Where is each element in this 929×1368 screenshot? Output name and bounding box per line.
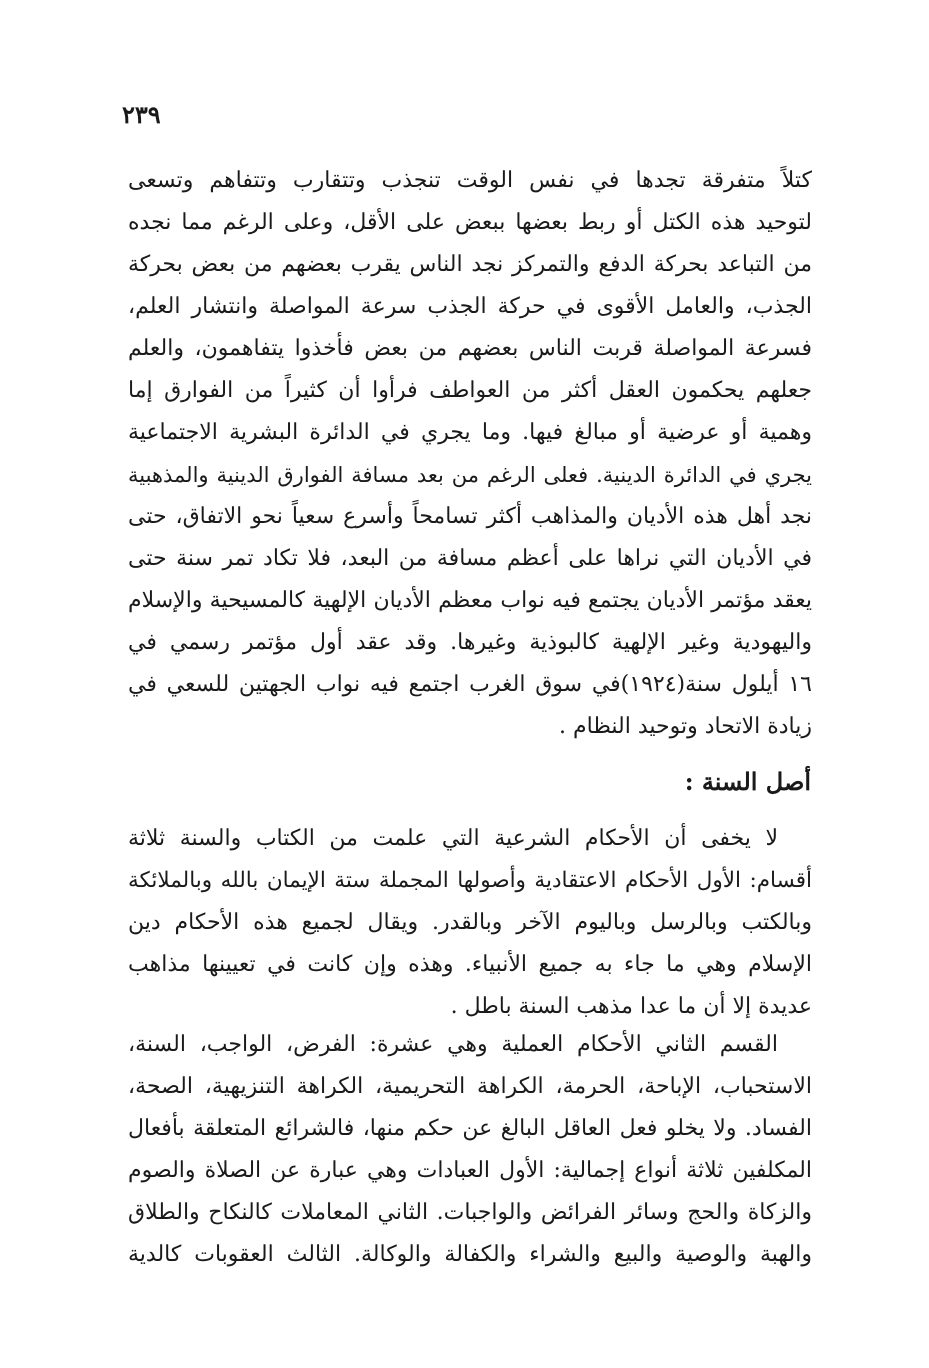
text-line: والهبة والوصية والبيع والشراء والكفالة والوكالة. الثالث العقوبات كالدية [128, 1242, 812, 1267]
text-line: نجد أهل هذه الأديان والمذاهب أكثر تسامحاً وأسرع سعياً نحو الاتفاق، حتى [128, 504, 812, 529]
text-line: ١٦ أيلول سنة(١٩٢٤)في سوق الغرب اجتمع فيه نواب الجهتين للسعي في [128, 672, 812, 697]
text-line: من التباعد بحركة الدفع والتمركز نجد الناس يقرب بعضهم من بعض بحركة [128, 252, 812, 277]
text-line: أقسام: الأول الأحكام الاعتقادية وأصولها المجملة ستة الإيمان بالله وبالملائكة [128, 868, 812, 893]
text-line: الجذب، والعامل الأقوى في حركة الجذب سرعة المواصلة وانتشار العلم، [128, 294, 812, 319]
text-line: المكلفين ثلاثة أنواع إجمالية: الأول العبادات وهي عبارة عن الصلاة والصوم [128, 1158, 812, 1183]
text-line: الفساد. ولا يخلو فعل العاقل البالغ عن حكم منها، فالشرائع المتعلقة بأفعال [128, 1116, 812, 1141]
sunnah-paragraph [128, 818, 812, 1028]
text-line: وبالكتب وبالرسل وباليوم الآخر وبالقدر. ويقال لجميع هذه الأحكام دين [128, 910, 812, 935]
text-line: جعلهم يحكمون العقل أكثر من العواطف فرأوا أن كثيراً من الفوارق إما [128, 378, 812, 403]
second-section-paragraph [128, 1024, 812, 1276]
text-line: كتلاً متفرقة تجدها في نفس الوقت تنجذب وتتقارب وتتفاهم وتسعى [128, 168, 812, 193]
text-line: في الأديان التي نراها على أعظم مسافة من البعد، فلا تكاد تمر سنة حتى [128, 546, 812, 571]
text-line: زيادة الاتحاد وتوحيد النظام . [559, 714, 812, 739]
text-line: الاستحباب، الإباحة، الحرمة، الكراهة التحريمية، الكراهة التنزيهية، الصحة، [128, 1074, 812, 1099]
text-line: القسم الثاني الأحكام العملية وهي عشرة: الفرض، الواجب، السنة، [128, 1032, 778, 1057]
text-line: وهمية أو عرضية أو مبالغ فيها. وما يجري في الدائرة البشرية الاجتماعية [128, 420, 812, 445]
text-line: يعقد مؤتمر الأديان يجتمع فيه نواب معظم الأديان الإلهية كالمسيحية والإسلام [128, 588, 812, 613]
text-line: واليهودية وغير الإلهية كالبوذية وغيرها. وقد عقد أول مؤتمر رسمي في [128, 630, 812, 655]
intro-paragraph [128, 160, 812, 748]
text-line: والزكاة والحج وسائر الفرائض والواجبات. الثاني المعاملات كالنكاح والطلاق [128, 1200, 812, 1225]
text-line: الإسلام وهي ما جاء به جميع الأنبياء. وهذه وإن كانت في تعيينها مذاهب [128, 952, 812, 977]
text-line: لتوحيد هذه الكتل أو ربط بعضها ببعض على الأقل، وعلى الرغم مما نجده [128, 210, 812, 235]
page-number: ٢٣٩ [122, 100, 161, 129]
text-line: يجري في الدائرة الدينية. فعلى الرغم من بعد مسافة الفوارق الدينية والمذهبية [128, 463, 812, 487]
text-line: لا يخفى أن الأحكام الشرعية التي علمت من الكتاب والسنة ثلاثة [128, 826, 778, 851]
text-line: عديدة إلا أن ما عدا مذهب السنة باطل . [450, 994, 812, 1019]
section-heading: أصل السنة : [684, 767, 811, 796]
text-line: فسرعة المواصلة قربت الناس بعضهم من بعض فأخذوا يتفاهمون، والعلم [128, 336, 812, 361]
